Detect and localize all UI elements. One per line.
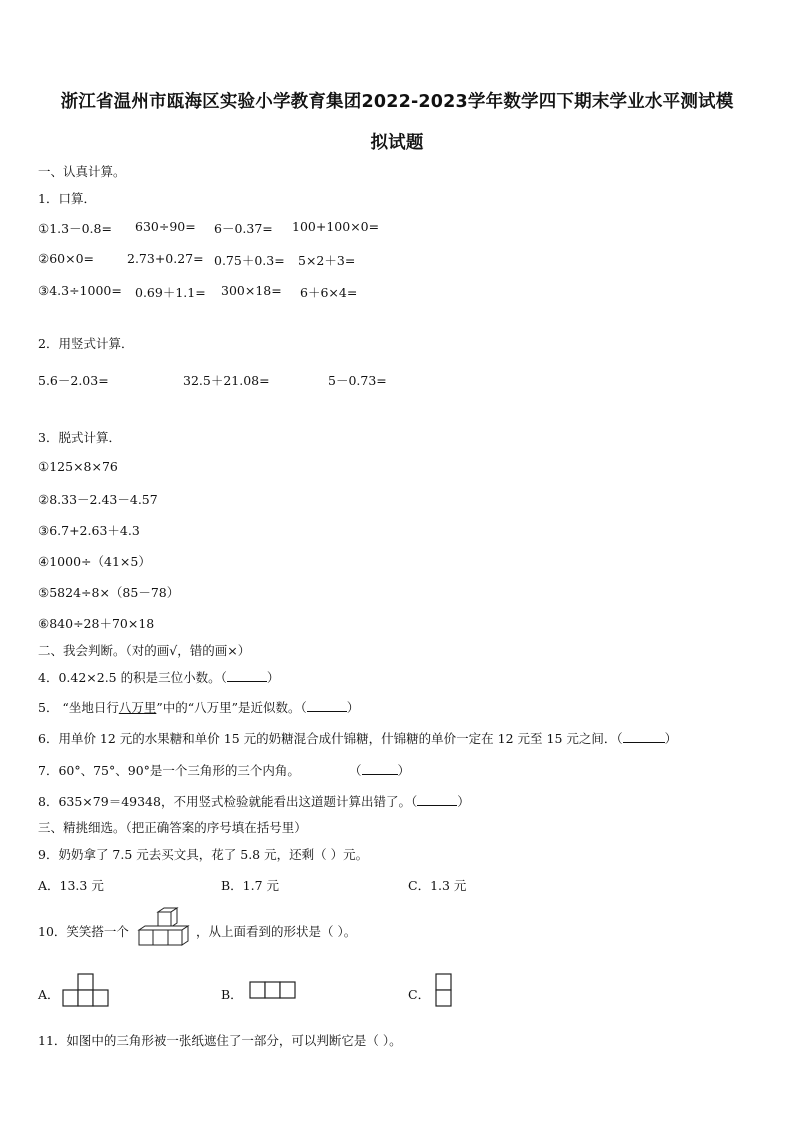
q1-item: 6－0.37= [214,221,273,236]
q7-open: （ [349,763,362,778]
q1-item: 5×2＋3= [298,253,356,268]
q6-text: 6．用单价 12 元的水果糖和单价 15 元的奶糖混合成什锦糖，什锦糖的单价一定在 12 元至 15 元之间．（ [38,731,623,746]
q10-pre: 10．笑笑搭一个 [38,924,129,939]
option-b-shape [249,981,297,999]
section-3-heading: 三、精挑细选。（把正确答案的序号填在括号里） [38,820,307,835]
q10-post: ，从上面看到的形状是（ ）。 [196,924,357,939]
option-a-shape [62,973,110,1007]
page-title-line1: 浙江省温州市瓯海区实验小学教育集团2022-2023学年数学四下期末学业水平测试模 [60,92,734,112]
q1-item: 100+100×0= [292,219,380,234]
cube-figure [138,907,194,949]
q8-text: 8．635×79＝49348，不用竖式检验就能看出这道题计算出错了。（ [38,794,418,809]
q5-pre: 5． “坐地日行 [38,700,119,715]
q1-item: 2.73+0.27= [127,251,204,266]
q4 [38,668,279,686]
answer-blank[interactable] [307,699,347,712]
q2-item: 32.5＋21.08= [183,373,270,388]
q5-close: ） [346,700,360,715]
q3-item: ⑥840÷28＋70×18 [38,616,155,631]
q1-item: 300×18= [221,283,282,298]
q10-option-a[interactable]: A． [38,987,60,1002]
q8-close: ） [457,794,470,809]
section-2-heading: 二、我会判断。（对的画√，错的画×） [38,643,251,658]
q3-item: ④1000÷（41×5） [38,554,151,569]
q5-post: ”中的“八万里”是近似数。（ [156,700,307,715]
q3-item: ①125×8×76 [38,459,118,474]
q1-item: 6＋6×4= [300,285,358,300]
q1-item: ①1.3－0.8= [38,221,112,236]
q7-close: ） [397,763,411,778]
q4-close: ） [266,670,280,685]
q3-item: ⑤5824÷8×（85－78） [38,585,180,600]
q9-option-a[interactable]: A．13.3 元 [38,878,104,893]
page-title-line2: 拟试题 [370,133,424,153]
q5-underlined: 八万里 [118,700,157,715]
q1-item: 0.69＋1.1= [135,285,206,300]
q10-option-c[interactable]: C． [408,987,431,1002]
q9-text: 9．奶奶拿了 7.5 元去买文具，花了 5.8 元，还剩（ ）元。 [38,847,369,862]
answer-blank[interactable] [227,669,267,682]
q11-text: 11．如图中的三角形被一张纸遮住了一部分，可以判断它是（ ）。 [38,1033,402,1048]
q7-text: 7．60°、75°、90°是一个三角形的三个内角。 [38,763,300,778]
q1-item: ③4.3÷1000= [38,283,122,298]
q7-answer [349,761,410,779]
answer-blank[interactable] [623,730,665,743]
q1-item: 0.75＋0.3= [214,253,285,268]
q5 [38,698,359,716]
q4-text: 4．0.42×2.5 的积是三位小数。（ [38,670,227,685]
q2-label: 2．用竖式计算． [38,336,134,351]
q3-item: ③6.7+2.63＋4.3 [38,523,140,538]
q6 [38,729,677,747]
q3-label: 3．脱式计算． [38,430,121,445]
q3-item: ②8.33－2.43－4.57 [38,492,158,507]
q1-label: 1．口算． [38,191,96,206]
q2-item: 5－0.73= [328,373,387,388]
q6-close: ） [664,731,678,746]
q1-item: 630÷90= [135,219,196,234]
answer-blank[interactable] [362,762,398,775]
q9-option-b[interactable]: B．1.7 元 [221,878,280,893]
section-1-heading: 一、认真计算。 [38,164,126,179]
q9-option-c[interactable]: C．1.3 元 [408,878,467,893]
q1-item: ②60×0= [38,251,95,266]
q8 [38,792,470,810]
q10-option-b[interactable]: B． [221,987,243,1002]
q2-item: 5.6－2.03= [38,373,109,388]
option-c-shape [435,973,453,1007]
answer-blank[interactable] [417,793,457,806]
